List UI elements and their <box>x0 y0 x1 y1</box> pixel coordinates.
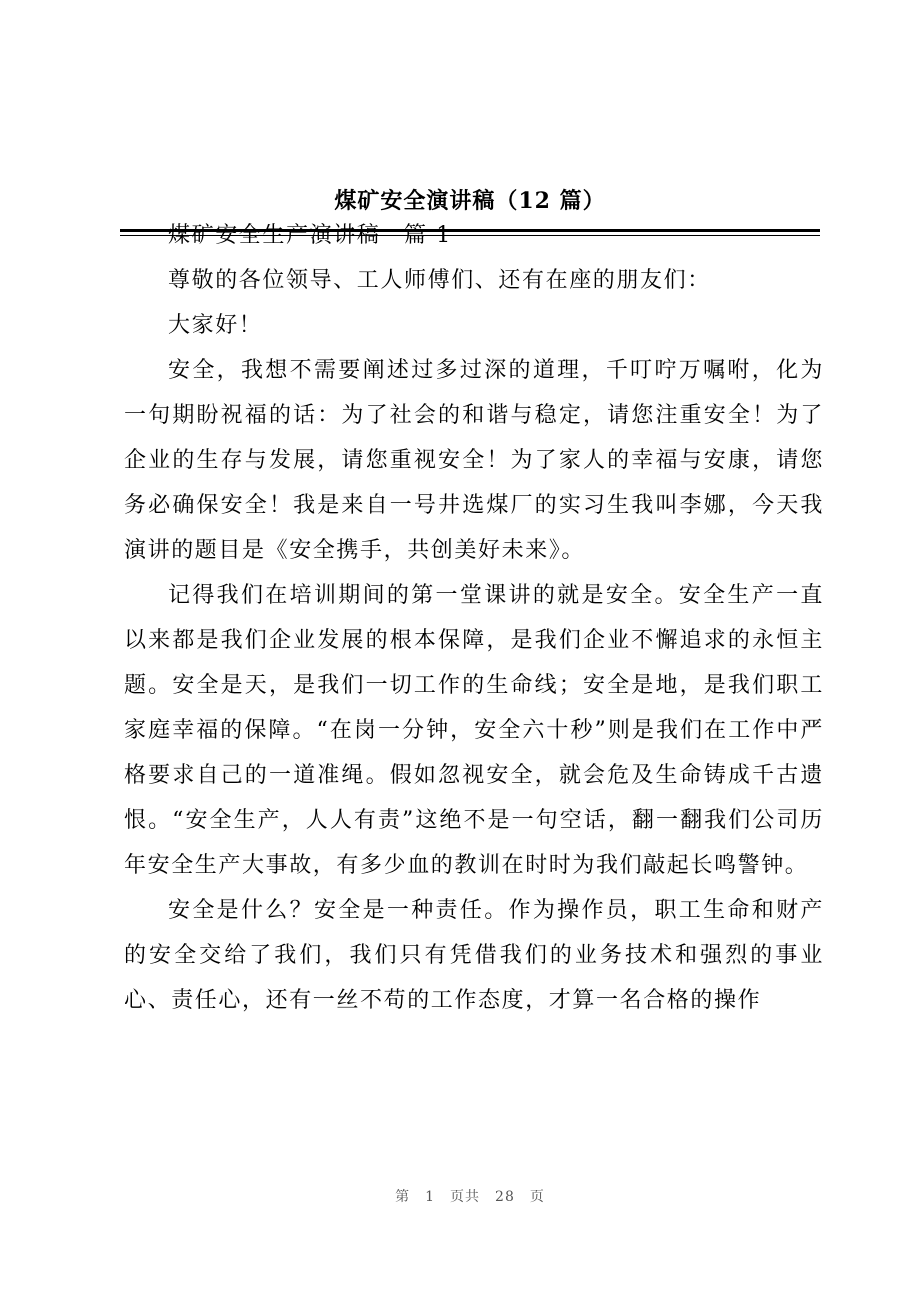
document-title: 煤矿安全演讲稿（12 篇） <box>334 188 606 214</box>
page-number-footer: 第 1 页共 28 页 <box>395 1189 545 1205</box>
body-paragraph: 安全是什么？安全是一种责任。作为操作员，职工生命和财产的安全交给了我们，我们只有凭借我们的业务技术和强烈的事业心、责任心，还有一丝不苟的工作态度，才算一名合格的操作 <box>124 898 824 1013</box>
greeting: 大家好！ <box>168 313 263 338</box>
body-paragraph: 记得我们在培训期间的第一堂课讲的就是安全。安全生产一直以来都是我们企业发展的根本保障，是我们企业不懈追求的永恒主题。安全是天，是我们一切工作的生命线；安全是地，是我们职工家庭幸福的保障。“在岗一分钟，安全六十秒”则是我们在工作中严格要求自己的一道准绳。假如忽视安全，就会危及生命铸成千古遗恨。“安全生产，人人有责”这绝不是一句空话，翻一翻我们公司历年安全生产大事故，有多少血的教训在时时为我们敲起长鸣警钟。 <box>124 583 824 878</box>
section-heading: 煤矿安全生产演讲稿 篇 1 <box>168 223 452 248</box>
salutation: 尊敬的各位领导、工人师傅们、还有在座的朋友们： <box>168 268 711 293</box>
document-body <box>124 213 824 1023</box>
body-paragraph: 安全，我想不需要阐述过多过深的道理，千叮咛万嘱咐，化为一句期盼祝福的话：为了社会的和谐与稳定，请您注重安全！为了企业的生存与发展，请您重视安全！为了家人的幸福与安康，请您务必确保安全！我是来自一号井选煤厂的实习生我叫李娜，今天我演讲的题目是《安全携手，共创美好未来》。 <box>124 358 824 563</box>
